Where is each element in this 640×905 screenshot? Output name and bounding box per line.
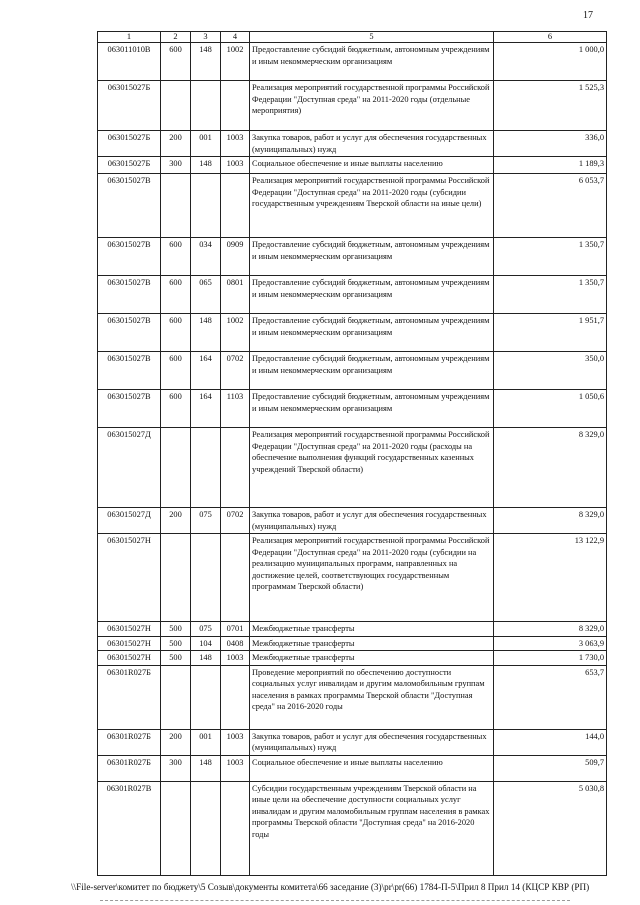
table-row <box>98 428 607 508</box>
description-cell: Закупка товаров, работ и услуг для обеспечения государственных (муниципальных) нужд <box>250 131 494 157</box>
amount-cell: 1 350,7 <box>494 276 607 314</box>
kcsr-code-cell: 063015027В <box>98 238 161 276</box>
section-code-cell: 0801 <box>221 276 250 314</box>
description-cell: Предоставление субсидий бюджетным, автономным учреждениям и иным некоммерческим организациям <box>250 276 494 314</box>
bottom-rule <box>100 900 570 902</box>
description-cell: Реализация мероприятий государственной программы Российской Федерации "Доступная среда" на 2011-2020 годы (расходы на обеспечение выполнения функций государственных казенных учреждений Тверской области) <box>250 428 494 508</box>
department-code-cell <box>191 428 221 508</box>
section-code-cell <box>221 781 250 875</box>
kcsr-code-cell: 06301R027Б <box>98 729 161 755</box>
description-cell: Социальное обеспечение и иные выплаты населению <box>250 157 494 174</box>
kvr-code-cell <box>161 665 191 729</box>
amount-cell: 8 329,0 <box>494 508 607 534</box>
kcsr-code-cell: 063015027Н <box>98 534 161 622</box>
section-code-cell: 1002 <box>221 43 250 81</box>
table-row <box>98 665 607 729</box>
file-path-footer: \\File-server\комитет по бюджету\5 Созыв\документы комитета\66 заседание (3)\pr\pr(66) 1784-П-5\Прил 8 Прил 14 (КЦСР КВР (РП) <box>71 882 590 892</box>
section-code-cell: 0701 <box>221 622 250 637</box>
department-code-cell: 065 <box>191 276 221 314</box>
table-row <box>98 781 607 875</box>
amount-cell: 1 730,0 <box>494 651 607 666</box>
description-cell: Закупка товаров, работ и услуг для обеспечения государственных (муниципальных) нужд <box>250 508 494 534</box>
department-code-cell: 075 <box>191 622 221 637</box>
section-code-cell: 1003 <box>221 729 250 755</box>
kcsr-code-cell: 063015027В <box>98 314 161 352</box>
description-cell: Реализация мероприятий государственной программы Российской Федерации "Доступная среда" на 2011-2020 годы (субсидии на реализацию муниципальных программ, направленных на достижение целей, соответствующих государственным программам Тверской области) <box>250 534 494 622</box>
department-code-cell <box>191 81 221 131</box>
kvr-code-cell: 500 <box>161 622 191 637</box>
description-cell: Проведение мероприятий по обеспечению доступности социальных услуг инвалидам и другим маломобильным группам населения в рамках программы Тверской области "Доступная среда" на 2016-2020 годы <box>250 665 494 729</box>
section-code-cell: 0702 <box>221 508 250 534</box>
table-row <box>98 314 607 352</box>
table-row <box>98 622 607 637</box>
table-row <box>98 636 607 651</box>
section-code-cell: 1002 <box>221 314 250 352</box>
amount-cell: 653,7 <box>494 665 607 729</box>
budget-table <box>97 31 607 876</box>
department-code-cell <box>191 174 221 238</box>
amount-cell: 8 329,0 <box>494 622 607 637</box>
description-cell: Закупка товаров, работ и услуг для обеспечения государственных (муниципальных) нужд <box>250 729 494 755</box>
description-cell: Реализация мероприятий государственной программы Российской Федерации "Доступная среда" на 2011-2020 годы (субсидии государственным учреждениям Тверской области на иные цели) <box>250 174 494 238</box>
description-cell: Межбюджетные трансферты <box>250 636 494 651</box>
description-cell: Социальное обеспечение и иные выплаты населению <box>250 755 494 781</box>
header-cell: 1 <box>98 32 161 43</box>
amount-cell: 350,0 <box>494 352 607 390</box>
description-cell: Реализация мероприятий государственной программы Российской Федерации "Доступная среда" на 2011-2020 годы (отдельные мероприятия) <box>250 81 494 131</box>
description-cell: Субсидии государственным учреждениям Тверской области на иные цели на обеспечение доступности социальных услуг инвалидам и другим маломобильным группам населения в рамках программы Тверской области "Доступная среда" на 2016-2020 годы <box>250 781 494 875</box>
description-cell: Межбюджетные трансферты <box>250 651 494 666</box>
amount-cell: 1 050,6 <box>494 390 607 428</box>
section-code-cell: 0702 <box>221 352 250 390</box>
table-row <box>98 238 607 276</box>
section-code-cell <box>221 174 250 238</box>
amount-cell: 144,0 <box>494 729 607 755</box>
section-code-cell: 1003 <box>221 755 250 781</box>
department-code-cell <box>191 534 221 622</box>
table-row <box>98 651 607 666</box>
department-code-cell: 001 <box>191 131 221 157</box>
section-code-cell: 1003 <box>221 157 250 174</box>
department-code-cell: 104 <box>191 636 221 651</box>
department-code-cell: 148 <box>191 43 221 81</box>
section-code-cell: 1003 <box>221 651 250 666</box>
kvr-code-cell <box>161 534 191 622</box>
kcsr-code-cell: 06301R027В <box>98 781 161 875</box>
section-code-cell: 1003 <box>221 131 250 157</box>
kvr-code-cell: 600 <box>161 276 191 314</box>
kvr-code-cell: 200 <box>161 729 191 755</box>
kcsr-code-cell: 063015027Б <box>98 81 161 131</box>
section-code-cell <box>221 428 250 508</box>
amount-cell: 5 030,8 <box>494 781 607 875</box>
kcsr-code-cell: 063015027Н <box>98 622 161 637</box>
kvr-code-cell <box>161 81 191 131</box>
header-cell: 4 <box>221 32 250 43</box>
kvr-code-cell: 200 <box>161 131 191 157</box>
table-row <box>98 81 607 131</box>
kvr-code-cell: 600 <box>161 390 191 428</box>
description-cell: Предоставление субсидий бюджетным, автономным учреждениям и иным некоммерческим организациям <box>250 43 494 81</box>
kcsr-code-cell: 063015027В <box>98 276 161 314</box>
table-row <box>98 755 607 781</box>
amount-cell: 1 189,3 <box>494 157 607 174</box>
header-cell: 6 <box>494 32 607 43</box>
kcsr-code-cell: 063011010В <box>98 43 161 81</box>
department-code-cell: 075 <box>191 508 221 534</box>
department-code-cell: 164 <box>191 352 221 390</box>
kcsr-code-cell: 063015027Б <box>98 131 161 157</box>
table-row <box>98 174 607 238</box>
section-code-cell <box>221 534 250 622</box>
amount-cell: 13 122,9 <box>494 534 607 622</box>
kvr-code-cell: 600 <box>161 238 191 276</box>
kcsr-code-cell: 063015027В <box>98 390 161 428</box>
kvr-code-cell: 600 <box>161 43 191 81</box>
section-code-cell: 1103 <box>221 390 250 428</box>
kcsr-code-cell: 06301R027Б <box>98 665 161 729</box>
department-code-cell: 148 <box>191 651 221 666</box>
kvr-code-cell: 500 <box>161 636 191 651</box>
table-header-row <box>98 32 607 43</box>
description-cell: Предоставление субсидий бюджетным, автономным учреждениям и иным некоммерческим организациям <box>250 352 494 390</box>
kvr-code-cell <box>161 781 191 875</box>
kcsr-code-cell: 063015027Н <box>98 651 161 666</box>
kvr-code-cell: 300 <box>161 755 191 781</box>
description-cell: Предоставление субсидий бюджетным, автономным учреждениям и иным некоммерческим организациям <box>250 238 494 276</box>
header-cell: 2 <box>161 32 191 43</box>
department-code-cell: 001 <box>191 729 221 755</box>
kvr-code-cell <box>161 174 191 238</box>
kcsr-code-cell: 063015027В <box>98 174 161 238</box>
amount-cell: 1 951,7 <box>494 314 607 352</box>
department-code-cell <box>191 665 221 729</box>
table-row <box>98 131 607 157</box>
page-number: 17 <box>583 10 593 21</box>
table-row <box>98 43 607 81</box>
section-code-cell <box>221 81 250 131</box>
section-code-cell: 0909 <box>221 238 250 276</box>
department-code-cell: 148 <box>191 755 221 781</box>
department-code-cell: 164 <box>191 390 221 428</box>
department-code-cell: 148 <box>191 157 221 174</box>
table-row <box>98 352 607 390</box>
amount-cell: 8 329,0 <box>494 428 607 508</box>
amount-cell: 1 350,7 <box>494 238 607 276</box>
kcsr-code-cell: 063015027Д <box>98 428 161 508</box>
table-row <box>98 276 607 314</box>
header-cell: 3 <box>191 32 221 43</box>
table-row <box>98 729 607 755</box>
kcsr-code-cell: 063015027Д <box>98 508 161 534</box>
table-row <box>98 390 607 428</box>
kcsr-code-cell: 063015027Н <box>98 636 161 651</box>
amount-cell: 509,7 <box>494 755 607 781</box>
kvr-code-cell: 600 <box>161 314 191 352</box>
kcsr-code-cell: 063015027В <box>98 352 161 390</box>
header-cell: 5 <box>250 32 494 43</box>
description-cell: Предоставление субсидий бюджетным, автономным учреждениям и иным некоммерческим организациям <box>250 390 494 428</box>
department-code-cell <box>191 781 221 875</box>
department-code-cell: 034 <box>191 238 221 276</box>
amount-cell: 1 525,3 <box>494 81 607 131</box>
section-code-cell <box>221 665 250 729</box>
department-code-cell: 148 <box>191 314 221 352</box>
table-row <box>98 157 607 174</box>
description-cell: Предоставление субсидий бюджетным, автономным учреждениям и иным некоммерческим организациям <box>250 314 494 352</box>
kvr-code-cell: 600 <box>161 352 191 390</box>
kcsr-code-cell: 06301R027Б <box>98 755 161 781</box>
kvr-code-cell: 200 <box>161 508 191 534</box>
section-code-cell: 0408 <box>221 636 250 651</box>
amount-cell: 1 000,0 <box>494 43 607 81</box>
kvr-code-cell: 500 <box>161 651 191 666</box>
table-row <box>98 534 607 622</box>
amount-cell: 3 063,9 <box>494 636 607 651</box>
amount-cell: 336,0 <box>494 131 607 157</box>
kvr-code-cell <box>161 428 191 508</box>
amount-cell: 6 053,7 <box>494 174 607 238</box>
table-row <box>98 508 607 534</box>
description-cell: Межбюджетные трансферты <box>250 622 494 637</box>
kvr-code-cell: 300 <box>161 157 191 174</box>
kcsr-code-cell: 063015027Б <box>98 157 161 174</box>
